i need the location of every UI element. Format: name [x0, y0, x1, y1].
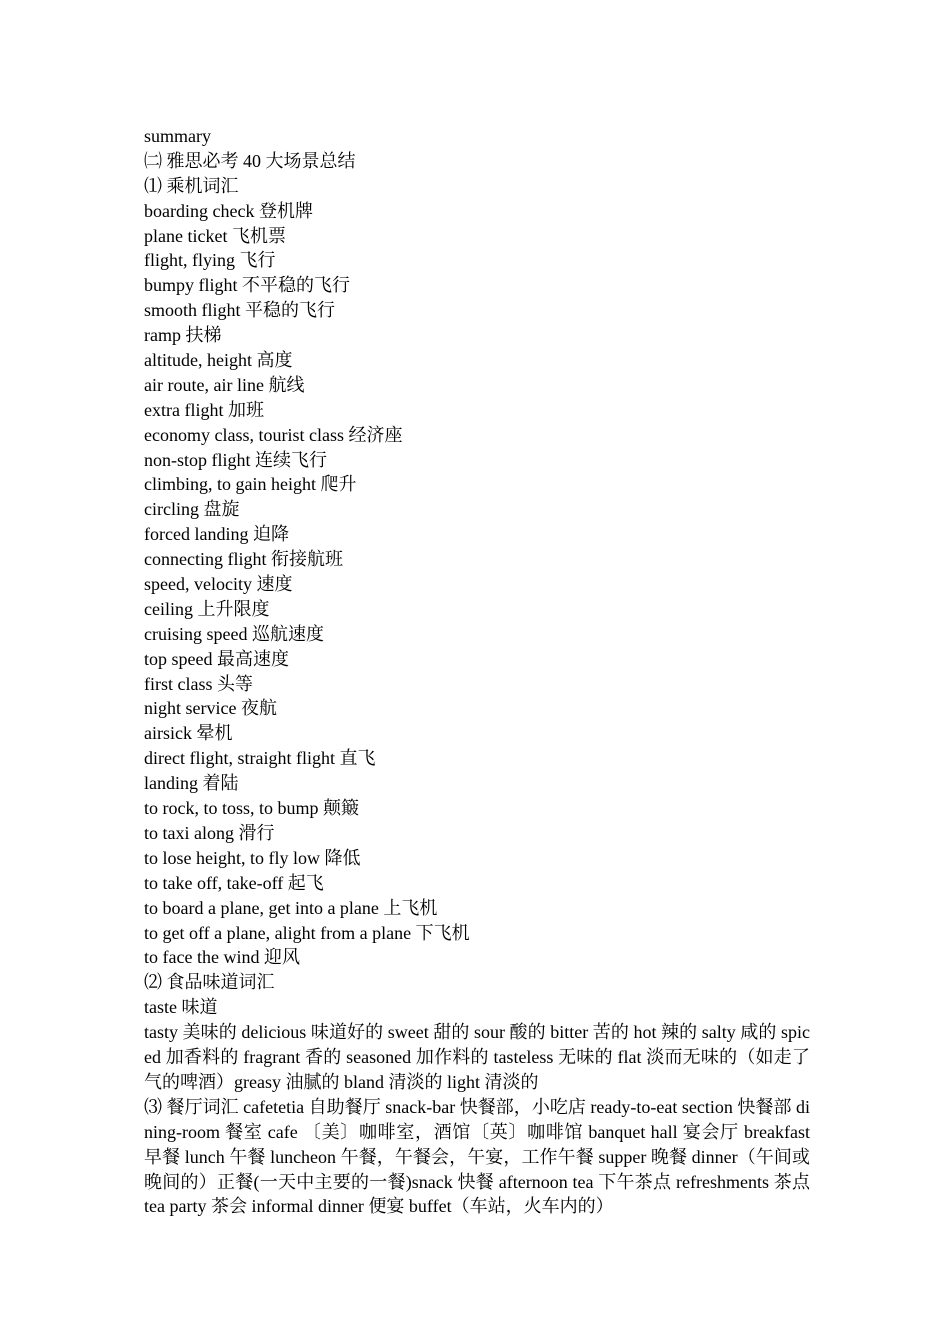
vocab-line: cruising speed 巡航速度 [144, 623, 324, 644]
document-title: summary [144, 126, 211, 146]
vocab-line: altitude, height 高度 [144, 350, 293, 371]
vocab-line: taste 味道 [144, 997, 218, 1018]
vocab-line: landing 着陆 [144, 773, 239, 794]
taste-vocab-paragraph: tasty 美味的 delicious 味道好的 sweet 甜的 sour 酸的 bitter 苦的 hot 辣的 salty 咸的 spiced 加香料的 fragrant 香的 seasoned 加作料的 tasteless 无味的 flat 淡而无味的（如走了气的啤酒）greasy 油腻的 bland 清淡的 light 清淡的 [144, 1022, 810, 1092]
vocab-line: to take off, take-off 起飞 [144, 872, 324, 893]
vocab-line: bumpy flight 不平稳的飞行 [144, 275, 350, 296]
vocab-line: smooth flight 平稳的飞行 [144, 300, 336, 321]
subsection-heading: ⑴ 乘机词汇 [144, 175, 239, 196]
restaurant-vocab-paragraph: ⑶ 餐厅词汇 cafetetia 自助餐厅 snack-bar 快餐部，小吃店 ready-to-eat section 快餐部 dining-room 餐室 cafe 〔美〕咖啡室，酒馆〔英〕咖啡馆 banquet hall 宴会厅 breakfast 早餐 lunch 午餐 luncheon 午餐，午餐会，午宴，工作午餐 supper 晚餐 dinner（午间或晚间的）正餐(一天中主要的一餐)snack 快餐 afternoon tea 下午茶点 refreshments 茶点 tea party 茶会 informal dinner 便宴 buffet（车站，火车内的） [144, 1096, 810, 1217]
vocab-line: airsick 晕机 [144, 723, 233, 744]
vocab-line: non-stop flight 连续飞行 [144, 449, 327, 470]
vocab-line: boarding check 登机牌 [144, 200, 313, 221]
vocab-line: first class 头等 [144, 673, 253, 694]
vocab-line: air route, air line 航线 [144, 374, 305, 395]
subsection-heading: ⑵ 食品味道词汇 [144, 972, 275, 993]
vocab-line: forced landing 迫降 [144, 524, 289, 545]
vocab-line: to taxi along 滑行 [144, 822, 275, 843]
vocab-line: extra flight 加班 [144, 399, 264, 420]
vocab-line: to get off a plane, alight from a plane 下飞机 [144, 922, 470, 943]
vocab-line: top speed 最高速度 [144, 648, 289, 669]
vocab-line: economy class, tourist class 经济座 [144, 424, 403, 445]
vocab-line: plane ticket 飞机票 [144, 225, 286, 246]
document-body [144, 124, 810, 1219]
vocab-line: circling 盘旋 [144, 499, 240, 520]
vocab-line: to rock, to toss, to bump 颠簸 [144, 798, 359, 819]
vocab-line: climbing, to gain height 爬升 [144, 474, 357, 495]
vocab-line: to board a plane, get into a plane 上飞机 [144, 897, 438, 918]
vocab-line: flight, flying 飞行 [144, 250, 276, 271]
vocab-line: connecting flight 衔接航班 [144, 549, 343, 570]
vocab-line: to face the wind 迎风 [144, 947, 300, 968]
vocab-line: ramp 扶梯 [144, 325, 222, 346]
section-heading: ㈡ 雅思必考 40 大场景总结 [144, 150, 356, 171]
vocab-line: ceiling 上升限度 [144, 598, 270, 619]
vocab-line: direct flight, straight flight 直飞 [144, 748, 376, 769]
vocab-line: to lose height, to fly low 降低 [144, 847, 361, 868]
vocab-line: speed, velocity 速度 [144, 574, 293, 595]
vocab-line: night service 夜航 [144, 698, 277, 719]
